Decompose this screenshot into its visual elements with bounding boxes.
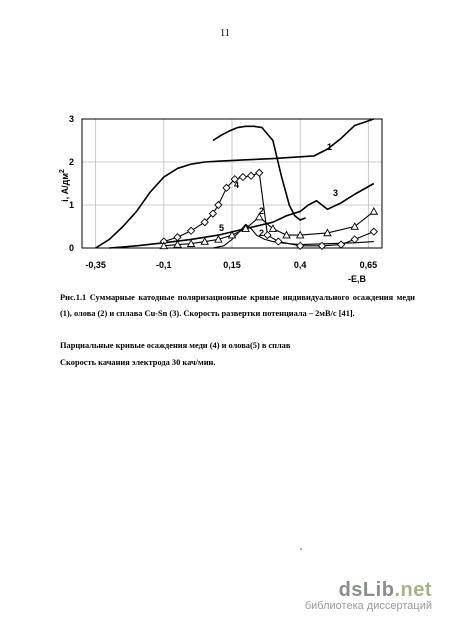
y-tick-label: 2 xyxy=(68,157,74,167)
diamond-marker xyxy=(174,234,181,241)
curve-number-label: 2 xyxy=(259,206,265,216)
caption-partial-curves: Парциальные кривые осаждения меди (4) и олова(5) в сплав xyxy=(60,341,291,350)
dslib-logo-text: dsLib xyxy=(338,579,395,601)
diamond-marker xyxy=(239,174,246,181)
polarization-chart xyxy=(0,0,450,290)
page-number: 11 xyxy=(220,28,230,39)
curve-number-label: 2 xyxy=(259,228,265,238)
diamond-marker xyxy=(188,227,195,234)
diamond-marker xyxy=(275,238,282,245)
diamond-marker xyxy=(215,202,222,209)
y-tick-label: 1 xyxy=(68,200,74,210)
x-tick-label: 0,15 xyxy=(223,260,241,270)
diamond-marker xyxy=(351,236,358,243)
diamond-marker xyxy=(264,232,271,239)
y-axis-label: i, $А/дм^2$ xyxy=(59,169,70,202)
diamond-marker xyxy=(256,169,263,176)
diamond-marker xyxy=(338,241,345,248)
x-tick-label: 0,4 xyxy=(293,260,307,270)
dslib-watermark xyxy=(305,579,432,612)
y-tick-label: 3 xyxy=(68,114,74,124)
dslib-logo-domain: .net xyxy=(394,579,432,601)
curve-number-label: 4 xyxy=(234,180,240,190)
diamond-marker xyxy=(248,172,255,179)
diamond-marker xyxy=(370,228,377,235)
dslib-logo xyxy=(305,579,432,602)
caption-rocking-speed: Скорость качания электрода 30 кач/мин. xyxy=(60,358,216,367)
figure-caption: Рис.1.1 Суммарные катодные поляризационные кривые индивидуального осаждения меди (1), олова (2) и сплава Cu-Sn (3). Скорость развертки потенциала – 2мВ/с [41]. xyxy=(60,293,415,318)
x-tick-label: -0,35 xyxy=(85,260,106,270)
stray-dot xyxy=(300,548,302,550)
y-tick-label: 0 xyxy=(68,243,74,253)
triangle-marker xyxy=(370,208,377,214)
curve-number-label: 1 xyxy=(327,142,333,152)
dslib-subtitle: библиотека диссертаций xyxy=(304,600,432,612)
x-axis-label: -E,B xyxy=(348,274,366,284)
x-tick-label: -0,1 xyxy=(156,260,172,270)
x-tick-label: 0,65 xyxy=(359,260,378,270)
curve-number-label: 3 xyxy=(333,188,339,198)
curve-number-label: 5 xyxy=(219,223,225,233)
